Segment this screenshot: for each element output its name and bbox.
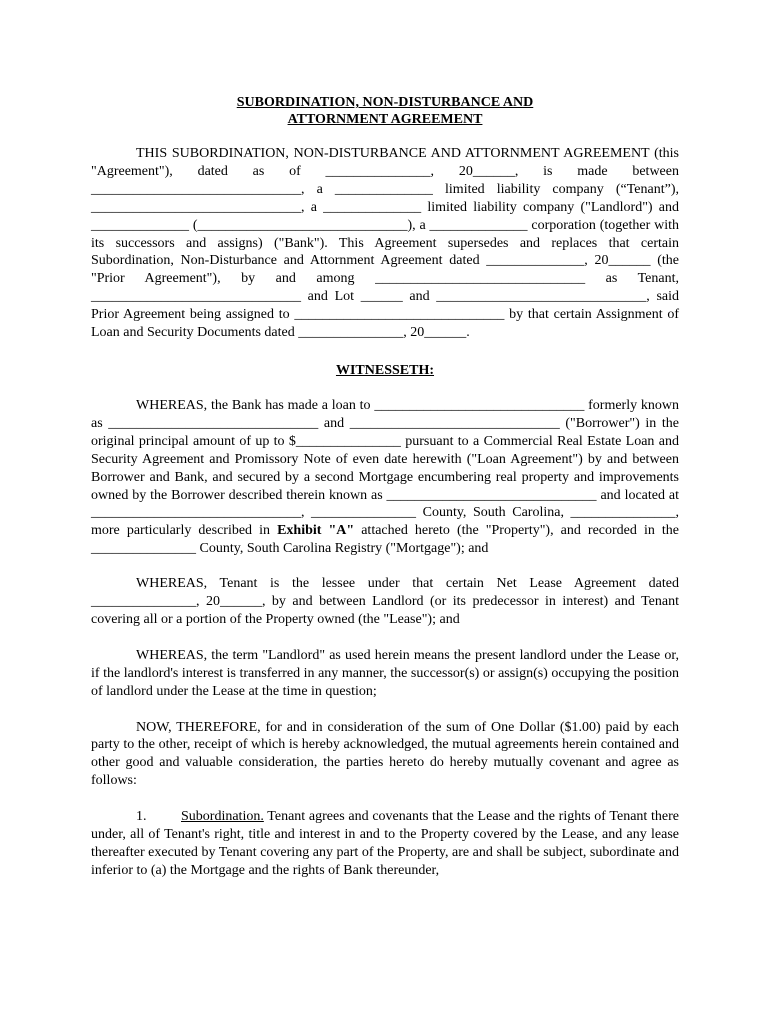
document-title-line-1: SUBORDINATION, NON-DISTURBANCE AND bbox=[236, 95, 534, 110]
intro-paragraph: THIS SUBORDINATION, NON-DISTURBANCE AND ATTORNMENT AGREEMENT (this "Agreement"), dated as of _______________, 20______, is made between ______________________________, a ______________ limited liability company (“Tenant”), ______________________________, a ______________ limited liability company ("Landlord") and ______________ (______________________________), a ______________ corporation (together with its successors and assigns) ("Bank"). This Agreement supersedes and replaces that certain Subordination, Non-Disturbance and Attornment Agreement dated ______________, 20______ (the "Prior Agreement"), by and among ______________________________ as Tenant, ______________________________ and Lot ______ and ______________________________, said Prior Agreement being assigned to ______________________________ by that certain Assignment of Loan and Security Documents dated _______________, 20______. bbox=[91, 146, 679, 341]
section-1-title: Subordination. bbox=[181, 809, 264, 825]
section-1-text: Tenant agrees and covenants that the Lease and the rights of Tenant there under, all of Tenant's right, title and interest in and to the Property covered by the Lease, and any lease thereafter executed by Tenant covering any part of the Property, are and shall be subject, subordinate and inferior to (a) the Mortgage and the rights of Bank thereunder, bbox=[91, 809, 679, 878]
now-therefore-paragraph: NOW, THEREFORE, for and in consideration of the sum of One Dollar ($1.00) paid by each party to the other, receipt of which is hereby acknowledged, the mutual agreements herein contained and other good and valuable consideration, the parties hereto do hereby mutually covenant and agree as follows: bbox=[91, 719, 679, 789]
section-1-number: 1. bbox=[136, 809, 147, 825]
whereas-loan-text: WHEREAS, the Bank has made a loan to ______________________________ formerly known as ______________________________ and ______________________________ ("Borrower") in the original principal amount of up to $_______________ pursuant to a Commercial Real Estate Loan and Security Agreement and Promissory Note of even date herewith ("Loan Agreement") by and between Borrower and Bank, and secured by a second Mortgage encumbering real property and improvements owned by the Borrower described therein known as ______________________________ and located at ______________________________, _______________ County, South Carolina, _______________, more particularly described in bbox=[91, 397, 679, 539]
whereas-loan-paragraph bbox=[91, 397, 679, 558]
section-1-paragraph bbox=[91, 808, 679, 880]
document-title-line-2: ATTORNMENT AGREEMENT bbox=[287, 112, 483, 127]
exhibit-a-reference: Exhibit "A" bbox=[277, 523, 355, 539]
document-body bbox=[91, 94, 679, 880]
whereas-landlord-paragraph: WHEREAS, the term "Landlord" as used herein means the present landlord under the Lease or, if the landlord's interest is transferred in any manner, the successor(s) or assign(s) occupying the position of landlord under the Lease at the time in question; bbox=[91, 647, 679, 699]
whereas-lease-paragraph: WHEREAS, Tenant is the lessee under that certain Net Lease Agreement dated _______________, 20______, by and between Landlord (or its predecessor in interest) and Tenant covering all or a portion of the Property owned (the "Lease"); and bbox=[91, 576, 679, 627]
witnesseth-heading: WITNESSETH: bbox=[335, 362, 435, 378]
whereas-loan-text-end: attached hereto (the "Property"), and recorded in the _______________ County, South Carolina Registry ("Mortgage"); and bbox=[91, 523, 680, 557]
